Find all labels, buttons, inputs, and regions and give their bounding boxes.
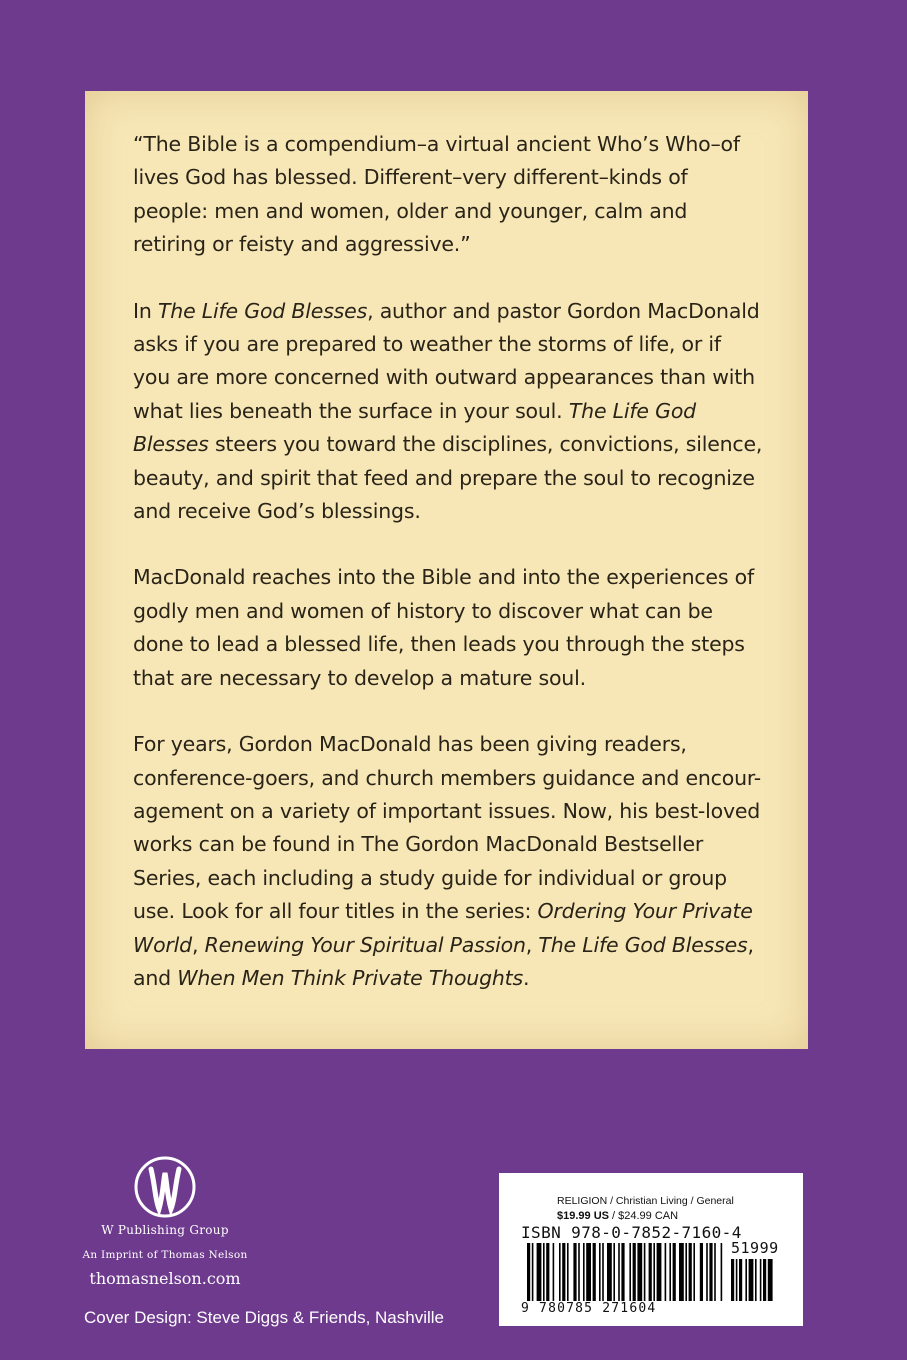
barcode-price: $19.99 US / $24.99 CAN — [557, 1210, 679, 1222]
barcode-bar — [653, 1243, 655, 1301]
barcode-addon-number: 51999 — [731, 1239, 779, 1257]
barcode-bar — [706, 1243, 708, 1301]
barcode-bar — [583, 1243, 585, 1301]
barcode-addon-bar — [755, 1259, 757, 1301]
barcode-bar — [613, 1243, 615, 1301]
barcode-bar — [689, 1243, 692, 1301]
barcode-bar — [546, 1243, 549, 1301]
barcode-bar — [633, 1243, 636, 1301]
barcode-bar — [618, 1243, 620, 1301]
barcode-box — [499, 1173, 803, 1326]
barcode-bar — [559, 1243, 561, 1301]
barcode-addon-bar — [736, 1259, 738, 1301]
barcode-addon-bar — [749, 1259, 754, 1301]
book-title: The Life God Blesses — [133, 398, 696, 457]
barcode-bar — [669, 1243, 671, 1301]
series-title: Renewing Your Spiritual Passion — [204, 932, 526, 957]
barcode-addon-bar — [745, 1259, 747, 1301]
publisher-block — [80, 1155, 250, 1288]
barcode-bar — [685, 1243, 687, 1301]
barcode-bar — [543, 1243, 545, 1301]
barcode-bar — [629, 1243, 631, 1301]
barcode-bar — [599, 1243, 601, 1301]
barcode-bar — [562, 1243, 565, 1301]
barcode-addon-bar — [731, 1259, 734, 1301]
blurb-paragraph-reach: MacDonald reaches into the Bible and into the experiences of godly men and women of history to discover what can be done to lead a blessed life, then leads you through the steps that are necessary to develop a mature soul. — [133, 565, 754, 690]
barcode-bar — [657, 1243, 662, 1301]
barcode-bar — [673, 1243, 676, 1301]
barcode-bar — [527, 1243, 530, 1301]
blurb-paragraph-series: For years, Gordon MacDonald has been giving readers, conference-goers, and church members guidance and encour-agement on a variety of important issues. Now, his best-loved works can be found in The Gordon MacDonald Bestseller Series, each including a study guide for individual or group use. Look for all four titles in the series: Ordering Your Private World, Renewing Your Spiritual Passion, The Life God Blesses, and When Men Think Private Thoughts. — [133, 732, 761, 990]
publisher-name: W Publishing Group — [101, 1223, 229, 1237]
barcode-bar — [637, 1243, 642, 1301]
barcode-bar — [721, 1243, 723, 1301]
barcode-bar — [700, 1243, 703, 1301]
publisher-logo-icon — [133, 1155, 197, 1219]
barcode-bar — [607, 1243, 612, 1301]
barcode-bar — [553, 1243, 555, 1301]
barcode-bar — [567, 1243, 569, 1301]
barcode-addon-bar — [768, 1259, 773, 1301]
barcode-bars — [527, 1243, 775, 1303]
barcode-bar — [665, 1243, 667, 1301]
blurb-text — [133, 128, 763, 1028]
barcode-bar — [709, 1243, 712, 1301]
isbn-text: ISBN 978-0-7852-7160-4 — [521, 1223, 742, 1242]
barcode-bar — [714, 1243, 716, 1301]
cover-design-credit: Cover Design: Steve Diggs & Friends, Nashville — [84, 1308, 444, 1327]
series-title: When Men Think Private Thoughts — [177, 965, 524, 990]
barcode-bar — [679, 1243, 684, 1301]
blurb-paragraph-quote: “The Bible is a compendium–a virtual ancient Who’s Who–of lives God has blessed. Different–very different–kinds of people: men and women, older and younger, calm and retiring or feisty and aggressive.” — [133, 132, 740, 257]
ean-number: 9 780785 271604 — [521, 1301, 657, 1316]
barcode-bar — [573, 1243, 576, 1301]
barcode-bar — [644, 1243, 646, 1301]
barcode-addon-bar — [739, 1259, 742, 1301]
barcode-bar — [586, 1243, 591, 1301]
series-title: The Life God Blesses — [538, 932, 748, 957]
barcode-category: RELIGION / Christian Living / General — [557, 1195, 734, 1207]
blurb-panel — [85, 91, 808, 1049]
barcode-bar — [532, 1243, 534, 1301]
barcode-bar — [602, 1243, 604, 1301]
series-title: Ordering Your Private World — [133, 899, 753, 957]
barcode-bar — [693, 1243, 695, 1301]
barcode-addon-bar — [760, 1259, 762, 1301]
publisher-website: thomasnelson.com — [89, 1269, 241, 1288]
blurb-paragraph-summary: In The Life God Blesses, author and pastor Gordon MacDonald asks if you are prepared to weather the storms of life, or if you are more concerned with outward appearances than with what lies beneath the surface in your soul. The Life God Blesses steers you toward the disciplines, convictions, silence, beauty, and spirit that feed and prepare the soul to recognize and receive God’s blessings. — [133, 298, 763, 524]
barcode-bar — [621, 1243, 624, 1301]
barcode-bar — [593, 1243, 596, 1301]
book-title: The Life God Blesses — [157, 298, 368, 323]
barcode-bar — [537, 1243, 542, 1301]
publisher-imprint: An Imprint of Thomas Nelson — [82, 1249, 248, 1261]
barcode-bar — [649, 1243, 652, 1301]
barcode-addon-bar — [763, 1259, 766, 1301]
barcode-bar — [578, 1243, 580, 1301]
